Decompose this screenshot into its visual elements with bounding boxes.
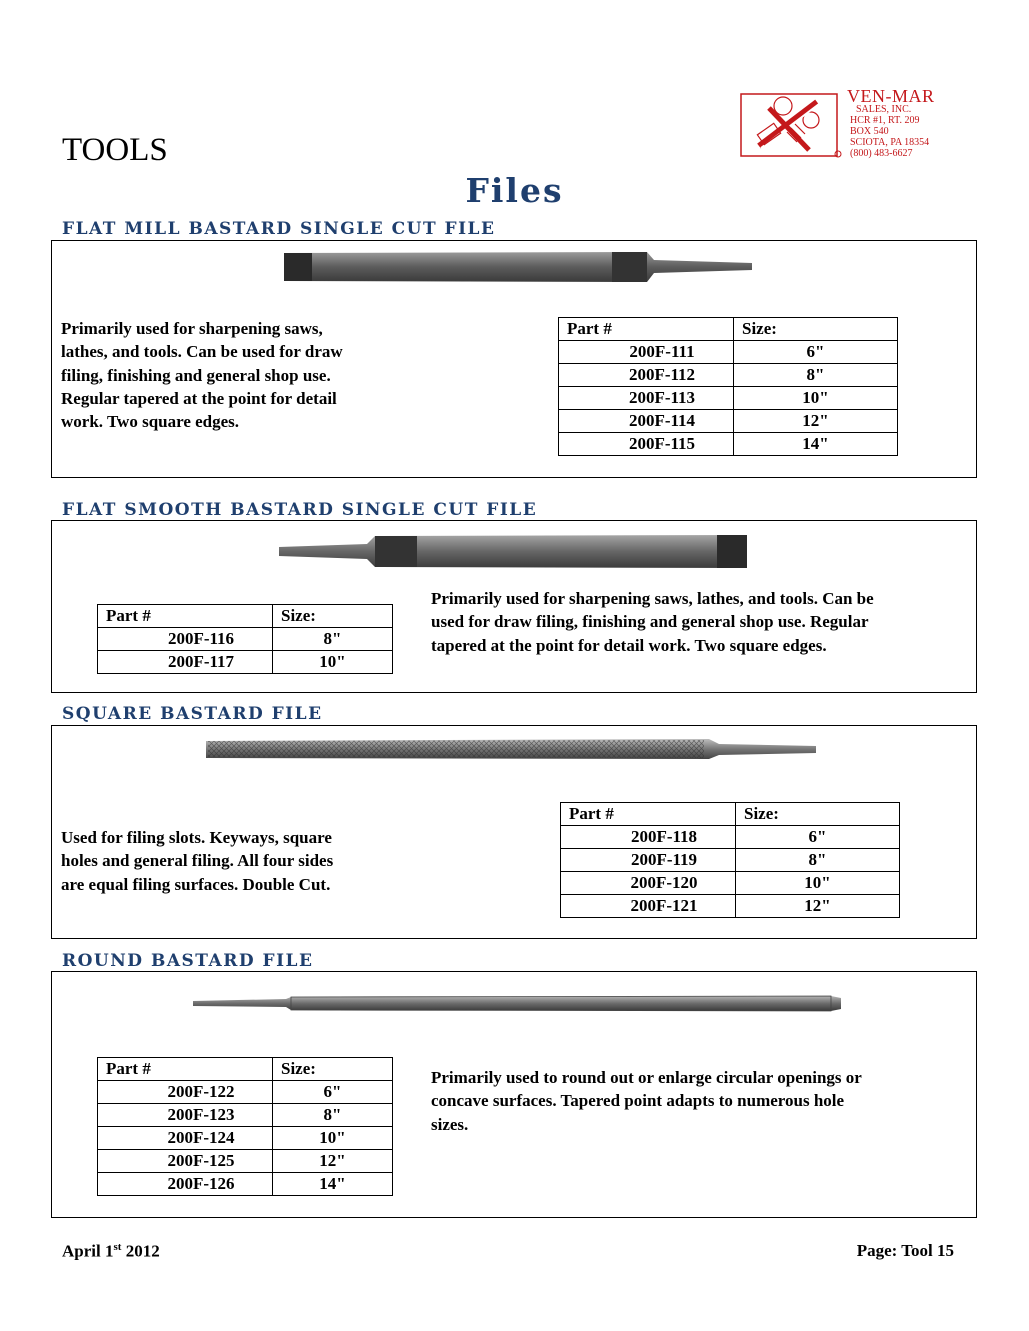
category-title: Files [465,171,564,210]
table-row: 200F-121 12" [561,895,900,918]
table-row: 200F-126 14" [98,1173,393,1196]
round-file-image [191,992,845,1014]
section-description: Primarily used for sharpening saws, lathes, and tools. Can be used for draw filing, finishing and general shop use. Regular tapered at the point for detail work. Two square edges. [61,319,343,432]
table-row: 200F-119 8" [561,849,900,872]
page-title: TOOLS [62,132,168,168]
table-row: 200F-122 6" [98,1081,393,1104]
table-row: 200F-112 8" [559,364,898,387]
section-title: ROUND BASTARD FILE [62,951,314,971]
company-line: SALES, INC. [856,104,912,115]
section-title: SQUARE BASTARD FILE [62,704,323,724]
company-line: SCIOTA, PA 18354 [850,137,930,148]
section-description: Primarily used for sharpening saws, lathes, and tools. Can be used for draw filing, finishing and general shop use. Regular tapered at the point for detail work. Two square edges. [431,589,874,655]
section-title: FLAT MILL BASTARD SINGLE CUT FILE [62,219,496,239]
table-row: 200F-111 6" [559,341,898,364]
footer-date: April 1st 2012 [62,1241,160,1261]
company-name: VEN-MAR [847,86,935,106]
parts-table: Part # Size: 200F-116 8" 200F-117 10" [97,604,393,674]
table-row: 200F-113 10" [559,387,898,410]
flat-smooth-file-image [277,532,751,572]
parts-table: Part # Size: 200F-111 6" 200F-112 8" 200F-113 10" 200F-114 12" 200F-115 14" [558,317,898,456]
parts-table: Part # Size: 200F-122 6" 200F-123 8" 200F-124 10" 200F-125 12" 200F-126 14" [97,1057,393,1196]
company-line: (800) 483-6627 [850,148,913,159]
parts-table: Part # Size: 200F-118 6" 200F-119 8" 200F-120 10" 200F-121 12" [560,802,900,918]
table-row: 200F-124 10" [98,1127,393,1150]
table-row: 200F-114 12" [559,410,898,433]
table-row: 200F-115 14" [559,433,898,456]
section-description: Primarily used to round out or enlarge circular openings or concave surfaces. Tapered point adapts to numerous hole sizes. [431,1068,862,1134]
table-row: 200F-123 8" [98,1104,393,1127]
section-title: FLAT SMOOTH BASTARD SINGLE CUT FILE [62,500,538,520]
square-file-image [204,736,818,762]
table-row: 200F-116 8" [98,628,393,651]
table-row: 200F-117 10" [98,651,393,674]
table-row: 200F-125 12" [98,1150,393,1173]
company-logo [739,86,965,164]
section-description: Used for filing slots. Keyways, square holes and general filing. All four sides are equal filing surfaces. Double Cut. [61,828,334,894]
table-row: 200F-118 6" [561,826,900,849]
company-line: HCR #1, RT. 209 [850,115,920,126]
logo-emblem-icon [739,92,843,160]
footer-page-number: Page: Tool 15 [856,1241,954,1260]
flat-mill-file-image [282,250,754,284]
company-line: BOX 540 [850,126,889,137]
table-row: 200F-120 10" [561,872,900,895]
